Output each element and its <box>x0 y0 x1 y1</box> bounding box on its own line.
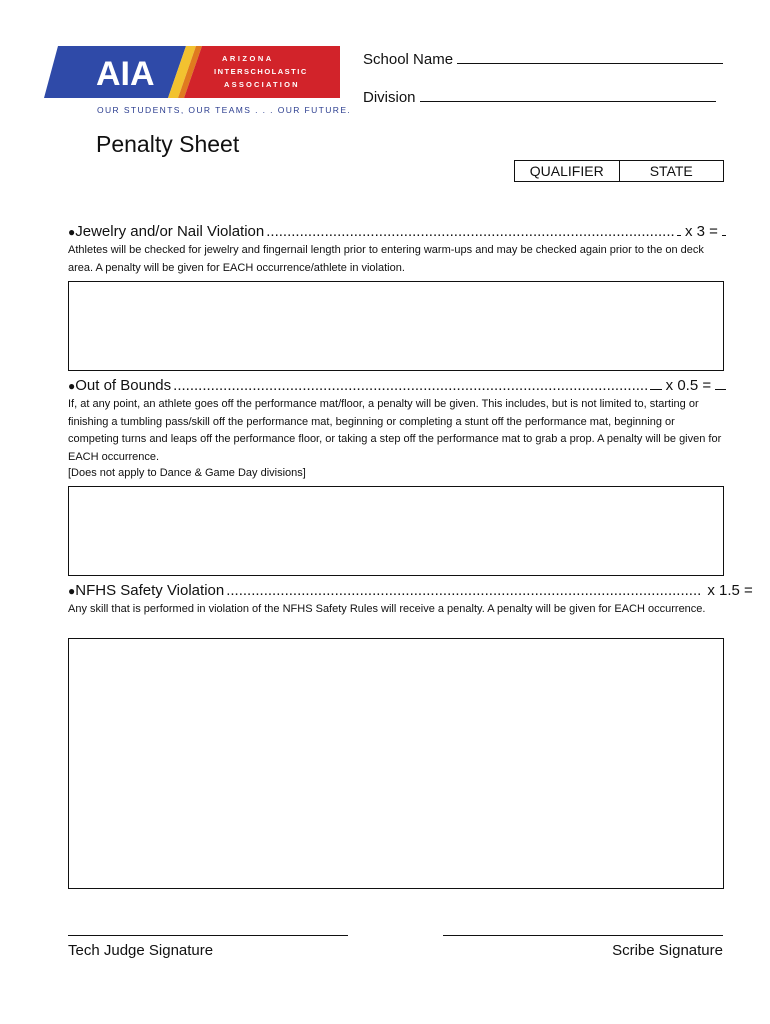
penalty-item-jewelry <box>68 222 726 240</box>
multiplier-text: x 0.5 = <box>665 377 712 394</box>
multiplier-text: x 1.5 = <box>707 582 753 599</box>
division-label: Division <box>363 89 416 106</box>
penalty-label: Out of Bounds <box>75 377 172 394</box>
bullet-icon: ● <box>68 584 76 598</box>
leader-dots: .................................................................................................. <box>266 223 675 240</box>
penalty-description: If, at any point, an athlete goes off the performance mat/floor, a penalty will be given. This includes, but is not limited to, starting or finishing a tumbling pass/skill off the performance mat, beginning or completing a stunt off the performance mat, beginning or competing turns and leaps off the performance floor, or taking a step off the performance mat to grab a prop. A penalty will be given for EACH occurrence. <box>68 398 722 463</box>
level-table <box>514 160 724 182</box>
out-of-bounds-notes-box[interactable] <box>68 486 724 576</box>
school-name-field[interactable] <box>363 49 723 68</box>
division-line[interactable] <box>420 87 716 102</box>
state-cell[interactable]: STATE <box>619 161 724 181</box>
aia-logo <box>44 44 344 100</box>
leader-dots: .................................................................................................................. <box>226 582 702 599</box>
bullet-icon: ● <box>68 225 76 239</box>
penalty-note: [Does not apply to Dance & Game Day divisions] <box>68 467 306 479</box>
tech-judge-signature-label: Tech Judge Signature <box>68 942 214 959</box>
penalty-item-nfhs-safety <box>68 581 753 599</box>
logo-letters: AIA <box>96 55 155 93</box>
scribe-signature-label: Scribe Signature <box>612 942 723 959</box>
logo-org-line3: ASSOCIATION <box>224 80 300 89</box>
division-field[interactable] <box>363 87 716 106</box>
jewelry-notes-box[interactable] <box>68 281 724 371</box>
leader-dots: .................................................................................................................. <box>173 377 649 394</box>
penalty-item-out-of-bounds <box>68 376 726 394</box>
scribe-signature-line[interactable] <box>443 935 723 936</box>
logo-tagline: OUR STUDENTS, OUR TEAMS . . . OUR FUTURE. <box>97 105 352 115</box>
multiplier-text: x 3 = <box>684 223 718 240</box>
page-title: Penalty Sheet <box>96 131 240 157</box>
qualifier-cell[interactable]: QUALIFIER <box>529 163 604 179</box>
penalty-description: Athletes will be checked for jewelry and fingernail length prior to entering warm-ups and may be checked again prior to the on deck area. A penalty will be given for EACH occurrence/athlete in violation. <box>68 244 704 274</box>
penalty-description: Any skill that is performed in violation of the NFHS Safety Rules will receive a penalty. A penalty will be given for EACH occurrence. <box>68 603 706 615</box>
logo-org-line2: INTERSCHOLASTIC <box>214 67 308 76</box>
penalty-label: Jewelry and/or Nail Violation <box>75 223 265 240</box>
nfhs-notes-box[interactable] <box>68 638 724 889</box>
count-blank[interactable] <box>650 376 661 390</box>
count-blank[interactable] <box>677 222 681 236</box>
penalty-label: NFHS Safety Violation <box>75 582 225 599</box>
school-name-line[interactable] <box>457 49 723 64</box>
tech-judge-signature-line[interactable] <box>68 935 348 936</box>
total-blank[interactable] <box>715 376 726 390</box>
bullet-icon: ● <box>68 379 76 393</box>
total-blank[interactable] <box>722 222 726 236</box>
school-name-label: School Name <box>363 51 454 68</box>
logo-org-line1: ARIZONA <box>222 54 274 63</box>
